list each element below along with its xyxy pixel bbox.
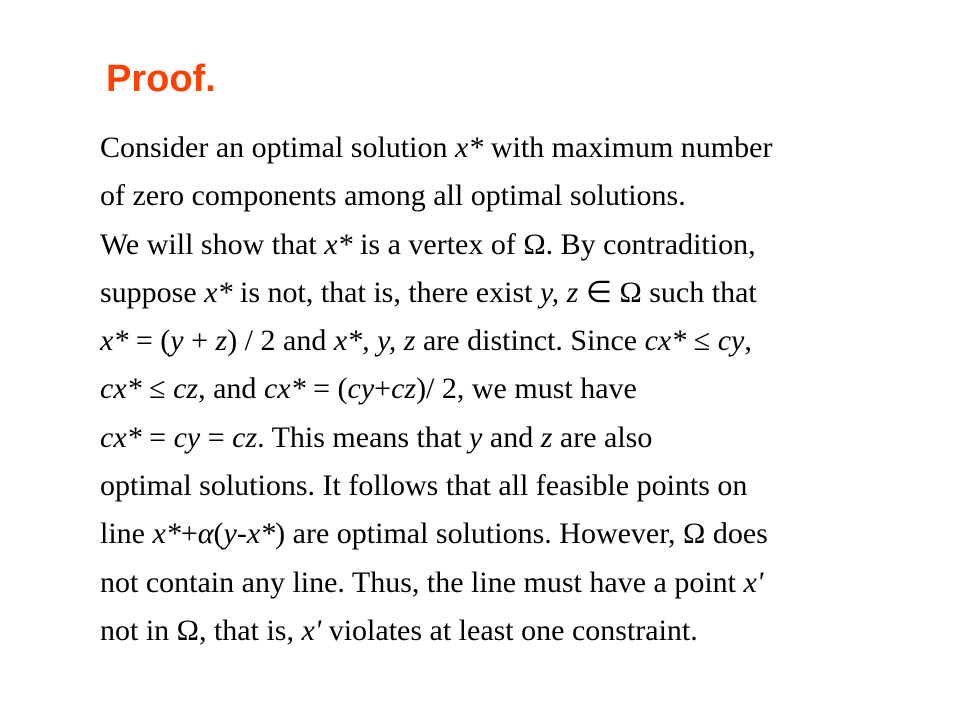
math-expression: x* [246,517,276,551]
math-expression: cy [173,420,201,454]
proof-text: and [482,420,541,454]
math-expression: y [170,324,184,358]
math-expression: x* [152,517,181,551]
proof-text: line [100,517,153,551]
proof-text: + [180,517,198,551]
proof-text: ≤ [141,372,174,406]
slide-title: Proof. [106,58,216,100]
math-expression: cx* [100,372,142,406]
math-expression: y [223,517,237,551]
math-expression: x*, y, z [333,324,416,358]
proof-text: = [141,420,174,454]
proof-text: are distinct. Since [415,324,645,358]
proof-text: + [374,372,392,406]
proof-line [100,510,920,558]
proof-text: = ( [305,372,348,406]
math-expression: cz [232,420,258,454]
proof-line [100,269,920,317]
proof-body [100,124,920,655]
proof-text: , and [198,372,264,406]
math-expression: x* [100,324,129,358]
math-expression: z [540,420,553,454]
math-expression: x* [454,131,484,164]
proof-text: + [183,324,216,358]
proof-text: suppose [100,275,205,309]
math-expression: x* [204,275,233,309]
math-expression: α [197,517,214,551]
proof-text: not contain any line. Thus, the line must have a point [100,565,744,599]
proof-text: ∈ Ω such that [578,275,757,309]
proof-text: )/ 2, we must have [416,372,637,406]
proof-line [100,365,920,413]
proof-line [100,414,920,462]
proof-text: is not, that is, there exist [232,275,540,309]
proof-text: ) / 2 and [227,324,334,358]
math-expression: x* [324,227,353,261]
math-expression: cy [717,324,745,358]
proof-text: = ( [128,324,171,358]
math-expression: cz [173,372,199,406]
proof-text: with maximum number [483,131,773,164]
math-expression: cx* [100,420,142,454]
math-expression: cz [391,372,417,406]
math-expression: cy [347,372,375,406]
proof-text: violates at least one constraint. [321,613,698,647]
proof-text: We will show that [100,227,325,261]
math-expression: y [469,420,483,454]
proof-line [100,172,920,220]
proof-line [100,559,920,607]
proof-line [100,221,920,269]
proof-text: . This means that [257,420,470,454]
math-expression: cx* [263,372,306,406]
math-expression: y, z [539,275,579,309]
proof-text: optimal solutions. It follows that all feasible points on [100,469,748,503]
math-expression: x' [743,565,764,599]
proof-text: ≤ [686,324,718,358]
proof-text: is a vertex of Ω. By contradition, [352,227,756,261]
proof-line [100,607,920,655]
proof-line [100,124,920,172]
proof-text: of zero components among all optimal solutions. [100,179,686,213]
proof-text: , [744,324,752,358]
math-expression: x' [301,613,322,647]
proof-text: ( [213,517,224,551]
proof-text: ) are optimal solutions. However, Ω does [275,517,768,551]
proof-line [100,462,920,510]
math-expression: z [215,324,228,358]
proof-text: - [236,517,247,551]
proof-text: Consider an optimal solution [100,131,455,164]
proof-text: = [200,420,233,454]
proof-text: are also [552,420,653,454]
proof-text: not in Ω, that is, [100,613,302,647]
math-expression: cx* [644,324,687,358]
proof-line [100,317,920,365]
